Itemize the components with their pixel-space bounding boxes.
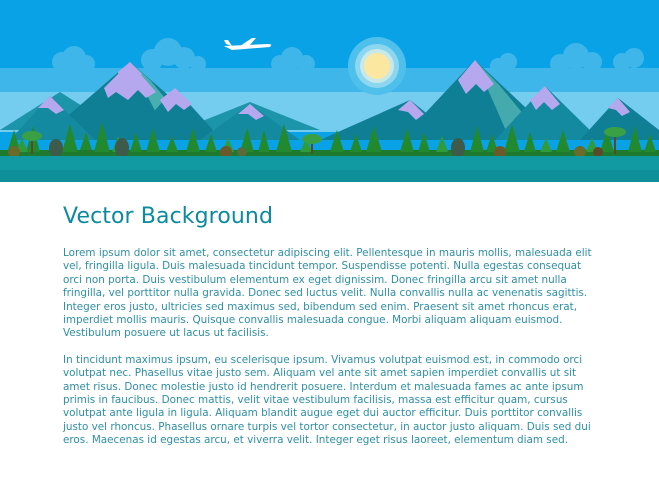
landscape-illustration bbox=[0, 0, 659, 182]
page-title: Vector Background bbox=[63, 204, 274, 229]
hero-illustration bbox=[0, 0, 659, 182]
paragraph-2: In tincidunt maximus ipsum, eu scelerisque ipsum. Vivamus volutpat euismod est, in commodo orci volutpat nec. Phasellus vitae justo sem. Aliquam vel ante sit amet sapien imperdiet convallis ut sit amet risus. Donec molestie justo id hendrerit posuere. Interdum et malesuada fames ac ante ipsum primis in faucibus. Donec mattis, velit vitae vestibulum facilisis, massa est efficitur quam, cursus volutpat ante ligula in ligula. Aliquam blandit augue eget dui auctor efficitur. Duis porttitor convallis justo vel rhoncus. Phasellus ornare turpis vel tortor consectetur, in auctor justo aliquam. Duis sed dui eros. Maecenas id egestas arcu, et viverra velit. Integer eget risus laoreet, elementum diam sed. bbox=[63, 353, 591, 447]
article bbox=[63, 204, 598, 448]
ground bbox=[0, 156, 659, 170]
paragraph-1: Lorem ipsum dolor sit amet, consectetur adipiscing elit. Pellentesque in mauris mollis, malesuada elit vel, fringilla ligula. Duis malesuada tincidunt tempor. Suspendisse potenti. Nulla egestas consequat orci non porta. Duis vestibulum elementum ex eget dignissim. Donec fringilla arcu sit amet nulla fringilla, vel porttitor nulla gravida. Donec sed luctus velit. Nulla convallis nulla ac venenatis sagittis. Integer eros justo, ultricies sed maximus sed, bibendum sed enim. Praesent sit amet rhoncus erat, imperdiet mollis mauris. Quisque convallis malesuada congue. Morbi aliquam aliquam euismod. Vestibulum posuere ut lacus ut facilisis. bbox=[63, 247, 592, 340]
ground-lower bbox=[0, 170, 659, 182]
sun-icon bbox=[348, 37, 406, 95]
